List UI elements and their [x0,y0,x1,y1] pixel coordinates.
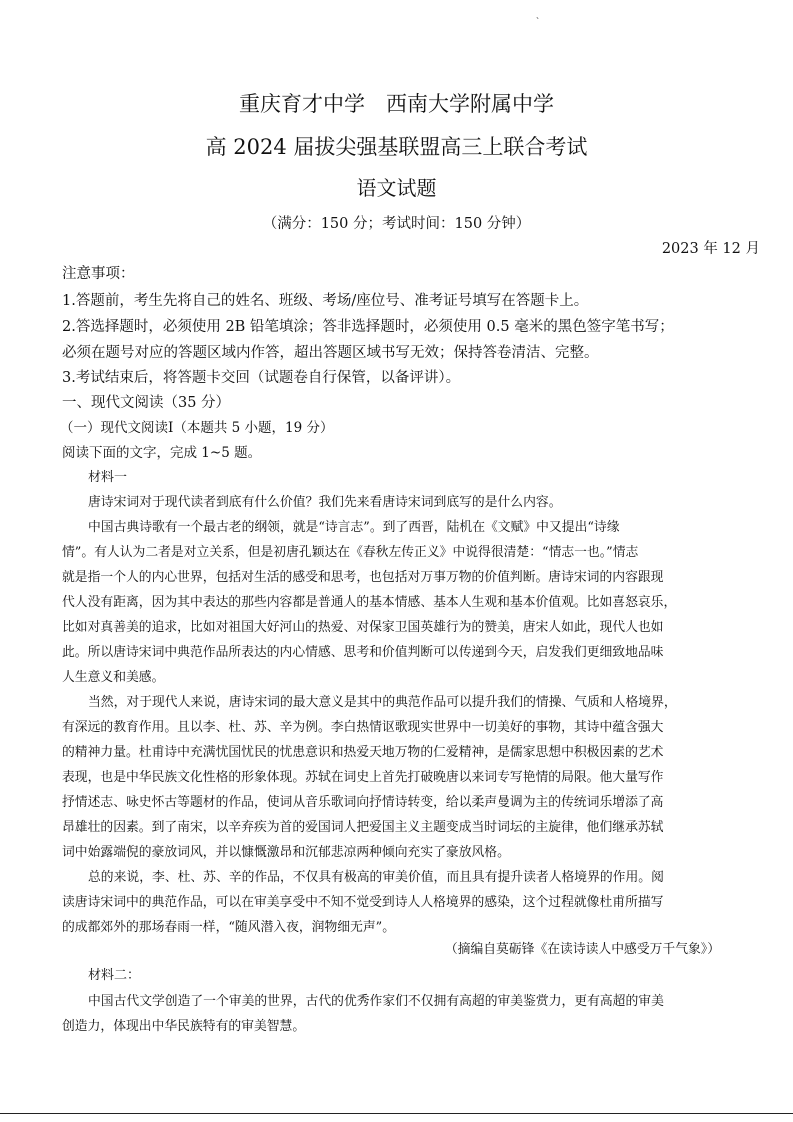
material-1-line: 唐诗宋词对于现代读者到底有什么价值？我们先来看唐诗宋词到底写的是什么内容。 [88,495,562,510]
exam-date: 2023 年 12 月 [661,241,760,257]
page-bottom-rule [0,1113,793,1114]
notice-title: 注意事项： [62,266,135,282]
school-names: 重庆育才中学 西南大学附属中学 [239,92,554,116]
material-2-label: 材料二： [88,968,141,983]
section-instruction: 阅读下面的文字，完成 1~5 题。 [62,445,262,461]
material-1-line: 当然，对于现代人来说，唐诗宋词的最大意义是其中的典范作品可以提升我们的情操、气质和人格境界， [88,695,677,710]
material-1-line: 表现，也是中华民族文化性格的形象体现。苏轼在词史上首先打破晚唐以来词专写艳情的局限。他大量写作 [62,770,664,785]
notice-item-3: 3.考试结束后，将答题卡交回（试题卷自行保管，以备评讲）。 [62,370,461,386]
material-1-line: 词中始露端倪的豪放词风，并以慷慨激昂和沉郁悲凉两种倾向充实了豪放风格。 [62,845,510,860]
material-1-line: 比如对真善美的追求，比如对祖国大好河山的热爱、对保家卫国英雄行为的赞美，唐宋人如此，现代人也如 [62,620,664,635]
material-1-line: 有深远的教育作用。且以李、杜、苏、辛为例。李白热情讴歌现实世界中一切美好的事物，其诗中蕴含强大 [62,720,664,735]
material-1-line: 情”。有人认为二者是对立关系，但是初唐孔颖达在《春秋左传正义》中说得很清楚：“情志一也。”情志 [62,545,639,560]
exam-title: 高 2024 届拔尖强基联盟高三上联合考试 [205,135,588,159]
material-1-line: 抒情述志、咏史怀古等题材的作品，使词从音乐歌词向抒情诗转变，给以柔声曼调为主的传统词乐增添了高 [62,795,664,810]
material-1-line: 人生意义和美感。 [62,670,165,685]
corner-mark: 、 [536,11,544,20]
material-1-label: 材料一 [88,470,128,485]
material-1-line: 中国古典诗歌有一个最古老的纲领，就是“诗言志”。到了西晋，陆机在《文赋》中又提出“诗缘 [88,520,620,535]
material-1-line: 的精神力量。杜甫诗中充满忧国忧民的忧患意识和热爱天地万物的仁爱精神，是儒家思想中积极因素的艺术 [62,745,664,760]
notice-item-2a: 2.答选择题时，必须使用 2B 铅笔填涂；答非选择题时，必须使用 0.5 毫米的黑色签字笔书写； [62,319,674,335]
material-1-line: 总的来说，李、杜、苏、辛的作品，不仅具有极高的审美价值，而且具有提升读者人格境界的作用。阅 [88,870,664,885]
section-subtitle: （一）现代文阅读Ⅰ（本题共 5 小题，19 分） [60,420,334,436]
material-1-line: 就是指一个人的内心世界，包括对生活的感受和思考，也包括对万事万物的价值判断。唐诗宋词的内容跟现 [62,570,664,585]
subject-title: 语文试题 [356,176,437,200]
notice-item-2b: 必须在题号对应的答题区域内作答，超出答题区域书写无效；保持答卷清洁、完整。 [62,345,599,361]
material-1-line: 此。所以唐诗宋词中典范作品所表达的内心情感、思考和价值判断可以传递到今天，启发我们更细致地品味 [62,645,664,660]
notice-item-1: 1.答题前，考生先将自己的姓名、班级、考场/座位号、准考证号填写在答题卡上。 [62,293,589,309]
material-2-line: 中国古代文学创造了一个审美的世界，古代的优秀作家们不仅拥有高超的审美鉴赏力，更有高超的审美 [88,994,664,1009]
material-1-line: 的成都郊外的那场春雨一样，“随风潜入夜，润物细无声”。 [62,920,396,935]
section-title: 一、现代文阅读（35 分） [62,395,231,411]
material-1-source: （摘编自莫砺锋《在读诗读人中感受万千气象》） [444,942,720,957]
material-1-line: 读唐诗宋词中的典范作品，可以在审美享受中不知不觉受到诗人人格境界的感染，这个过程就像杜甫所描写 [62,895,664,910]
material-1-line: 昂雄壮的因素。到了南宋，以辛弃疾为首的爱国词人把爱国主义主题变成当时词坛的主旋律，他们继承苏轼 [62,820,664,835]
exam-info: （满分：150 分；考试时间：150 分钟） [262,216,531,232]
material-1-line: 代人没有距离，因为其中表达的那些内容都是普通人的基本情感、基本人生观和基本价值观。比如喜怒哀乐， [62,595,677,610]
material-2-line: 创造力，体现出中华民族特有的审美智慧。 [62,1019,306,1034]
